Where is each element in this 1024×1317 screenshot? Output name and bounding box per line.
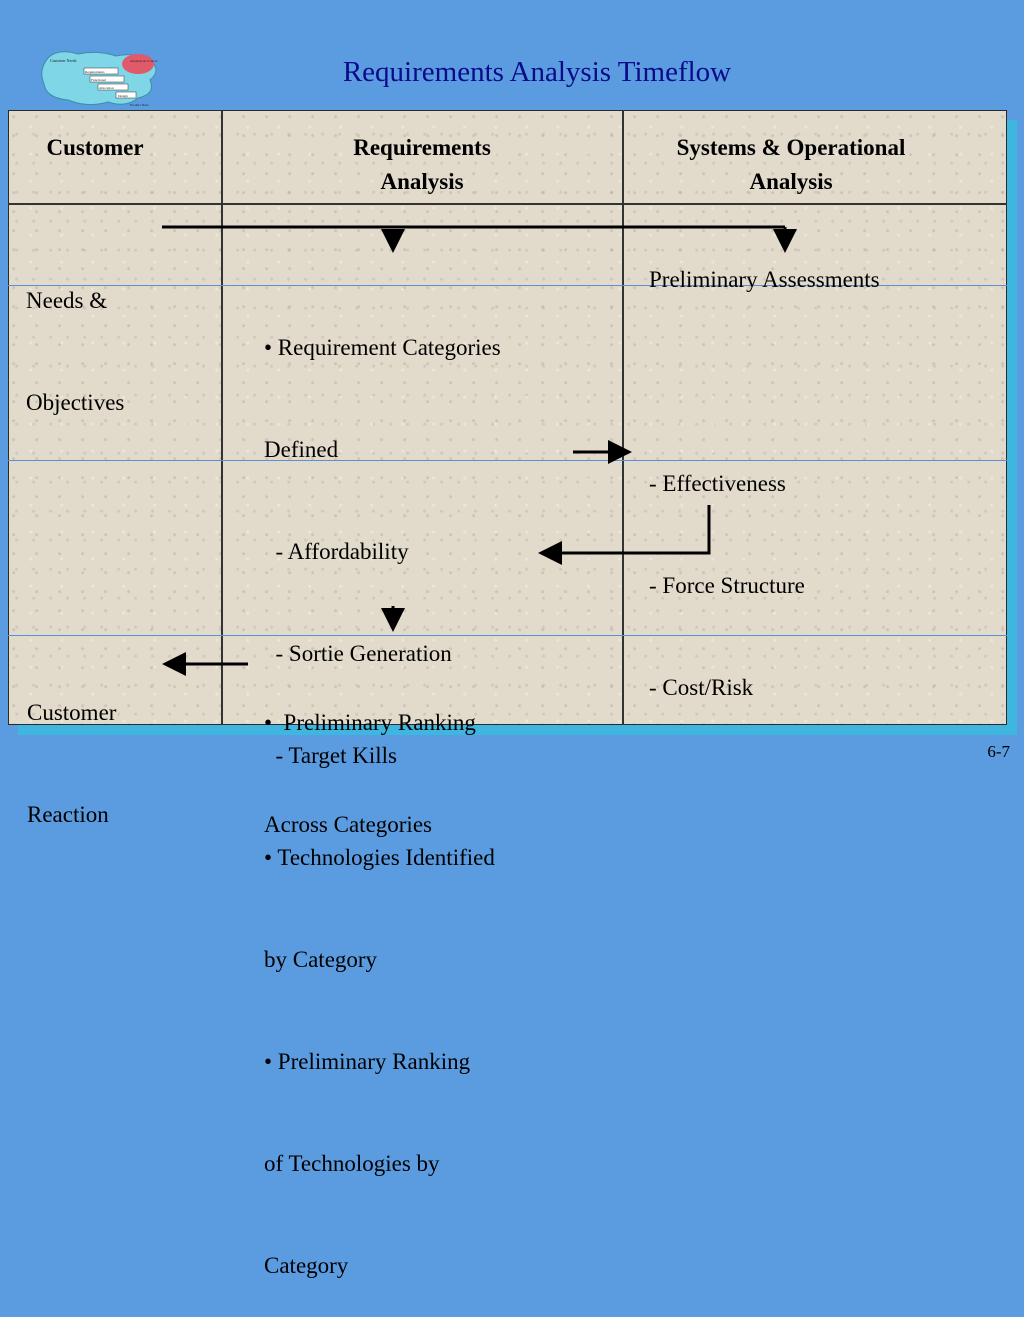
logo-text: Design	[118, 94, 128, 98]
text-line: Customer	[27, 700, 117, 725]
text-line: Objectives	[26, 390, 125, 415]
preliminary-assessments: Preliminary Assessments	[649, 267, 880, 292]
list-item: Category	[264, 1253, 349, 1278]
list-item: - Sortie Generation	[264, 641, 452, 666]
list-item: • Preliminary Ranking	[264, 1049, 471, 1074]
list-item: by Category	[264, 947, 378, 972]
logo-text: Allocation	[99, 86, 114, 90]
logo-text: Analysis & Control	[130, 59, 158, 63]
list-item: - Force Structure	[649, 573, 805, 598]
logo-text: Functional	[91, 78, 106, 82]
header-line: Analysis	[380, 169, 464, 194]
header-line: Systems & Operational	[676, 135, 906, 160]
header-customer: Customer	[46, 135, 144, 160]
list-item: • Preliminary Ranking	[264, 710, 476, 735]
text-line: Needs &	[26, 288, 108, 313]
logo-text: Product Data	[130, 103, 149, 107]
list-item: - Effectiveness	[649, 471, 786, 496]
logo-text: Requirements	[85, 70, 105, 74]
list-item: of Technologies by	[264, 1151, 440, 1176]
list-item: • Requirement Categories	[264, 335, 501, 360]
text-line: Reaction	[27, 802, 109, 827]
slide-title: Requirements Analysis Timeflow	[342, 56, 732, 88]
logo-text: Customer Needs	[50, 58, 77, 63]
header-line: Analysis	[749, 169, 833, 194]
page-number: 6-7	[987, 742, 1010, 761]
list-item: - Affordability	[264, 539, 409, 564]
header-line: Requirements	[353, 135, 491, 160]
list-item: Across Categories	[264, 812, 432, 837]
list-item: Defined	[264, 437, 339, 462]
list-item: - Cost/Risk	[649, 675, 754, 700]
arrow-cost-to-ranking-icon	[544, 505, 709, 553]
list-item: • Technologies Identified	[264, 845, 495, 870]
list-item: - Target Kills	[264, 743, 397, 768]
